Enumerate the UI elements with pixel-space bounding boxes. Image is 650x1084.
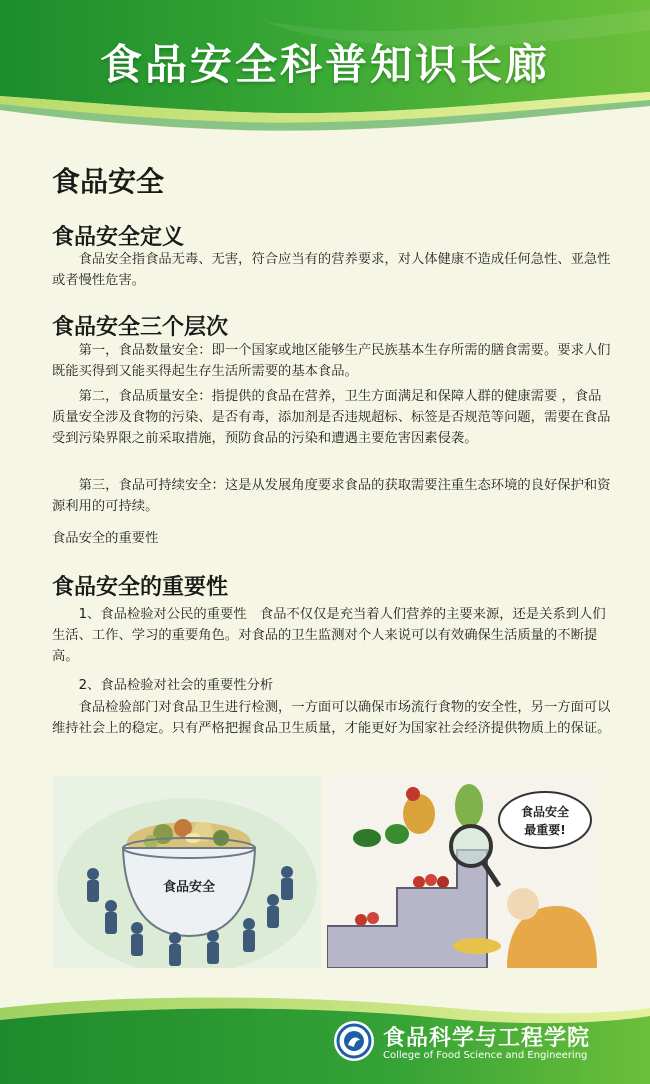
college-name-en: College of Food Science and Engineering: [383, 1050, 588, 1061]
importance-heading: 食品安全的重要性: [52, 575, 229, 600]
header-banner: [0, 0, 650, 140]
importance-paragraph-1: 1、食品检验对公民的重要性 食品不仅仅是充当着人们营养的主要来源，还是关系到人们生活、工作、学习的重要角色。对食品的卫生监测对个人来说可以有效确保生活质量的不断提高。: [52, 607, 606, 664]
college-name-cn: 食品科学与工程学院: [383, 1026, 591, 1051]
page-title: 食品安全科普知识长廊: [99, 40, 550, 89]
bowl-inspectors-illustration: [53, 776, 321, 968]
bubble-line-2: 最重要!: [524, 823, 566, 837]
importance-paragraph-3: 食品检验部门对食品卫生进行检测，一方面可以确保市场流行食物的安全性，另一方面可以维持社会上的稳定。只有严格把握食品卫生质量，才能更好为国家社会经济提供物质上的保证。: [52, 700, 611, 736]
levels-heading: 食品安全三个层次: [52, 315, 229, 340]
stairs-magnifier-illustration: [327, 776, 597, 968]
section-title: 食品安全: [52, 165, 165, 198]
levels-paragraph-2: 第二，食品质量安全：指提供的食品在营养，卫生方面满足和保障人群的健康需要 ，食品质量安全涉及食物的污染、是否有毒，添加剂是否违规超标、标签是否规范等问题，需要在食品受到污染界限之前采取措施，预防食品的污染和遭遇主要危害因素侵袭。: [52, 389, 611, 446]
bowl-label: 食品安全: [162, 880, 216, 895]
importance-paragraph-2: 2、食品检验对社会的重要性分析: [78, 678, 274, 693]
definition-text: 食品安全指食品无毒、无害，符合应当有的营养要求，对人体健康不造成任何急性、亚急性或者慢性危害。: [52, 252, 611, 288]
definition-heading: 食品安全定义: [52, 225, 185, 250]
levels-tail-text: 食品安全的重要性: [52, 531, 159, 546]
college-logo-icon: [333, 1020, 375, 1062]
levels-paragraph-1: 第一，食品数量安全：即一个国家或地区能够生产民族基本生存所需的膳食需要。要求人们既能买得到又能买得起生存生活所需要的基本食品。: [52, 343, 611, 379]
bubble-line-1: 食品安全: [520, 805, 570, 819]
levels-paragraph-3: 第三，食品可持续安全：这是从发展角度要求食品的获取需要注重生态环境的良好保护和资源利用的可持续。: [52, 478, 611, 514]
